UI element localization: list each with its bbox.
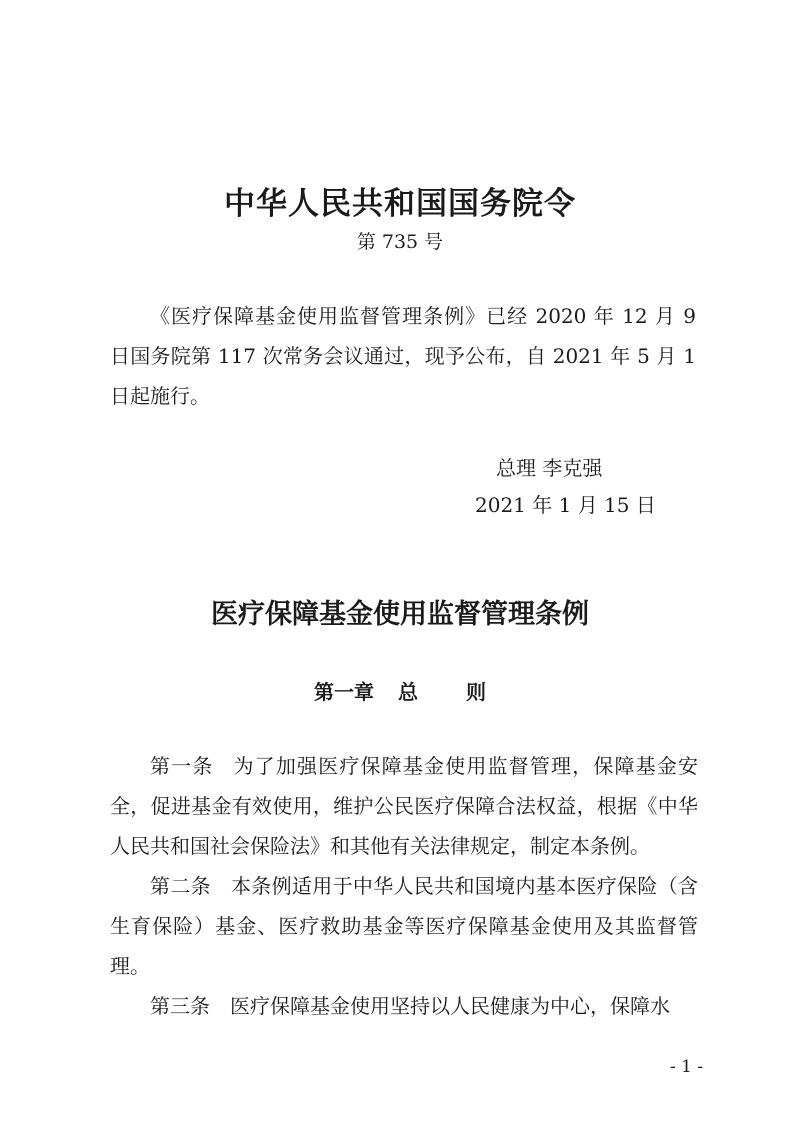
chapter-name-2: 则 <box>466 680 486 704</box>
article-number: 第一条 <box>150 754 214 778</box>
page-number: - 1 - <box>670 1057 704 1077</box>
decree-text: 《医疗保障基金使用监督管理条例》已经 2020 年 12 月 9 日国务院第 117 次常务会议通过，现予公布，自 2021 年 5 月 1 日起施行。 <box>110 304 696 408</box>
article-number: 第三条 <box>150 994 210 1018</box>
decree-number: 第 735 号 <box>356 231 444 253</box>
article-text: 为了加强医疗保障基金使用监督管理，保障基金安全，促进基金有效使用，维护公民医疗保障合法权益，根据《中华人民共和国社会保险法》和其他有关法律规定，制定本条例。 <box>110 754 698 858</box>
signer: 总理 李克强 <box>496 456 603 480</box>
article-text: 本条例适用于中华人民共和国境内基本医疗保险（含生育保险）基金、医疗救助基金等医疗保障基金使用及其监督管理。 <box>110 874 699 978</box>
chapter-name-1: 总 <box>398 680 418 704</box>
sign-date: 2021 年 1 月 15 日 <box>475 493 656 517</box>
article <box>110 746 698 866</box>
regulation-title: 医疗保障基金使用监督管理条例 <box>211 599 589 630</box>
article <box>110 866 698 986</box>
chapter-number: 第一章 <box>314 680 374 704</box>
article-text: 医疗保障基金使用坚持以人民健康为中心，保障水 <box>230 994 670 1018</box>
chapter-heading <box>0 676 800 705</box>
article <box>110 986 698 1026</box>
article-number: 第二条 <box>150 874 211 898</box>
decree-title: 中华人民共和国国务院令 <box>224 186 576 222</box>
articles <box>110 746 698 1026</box>
